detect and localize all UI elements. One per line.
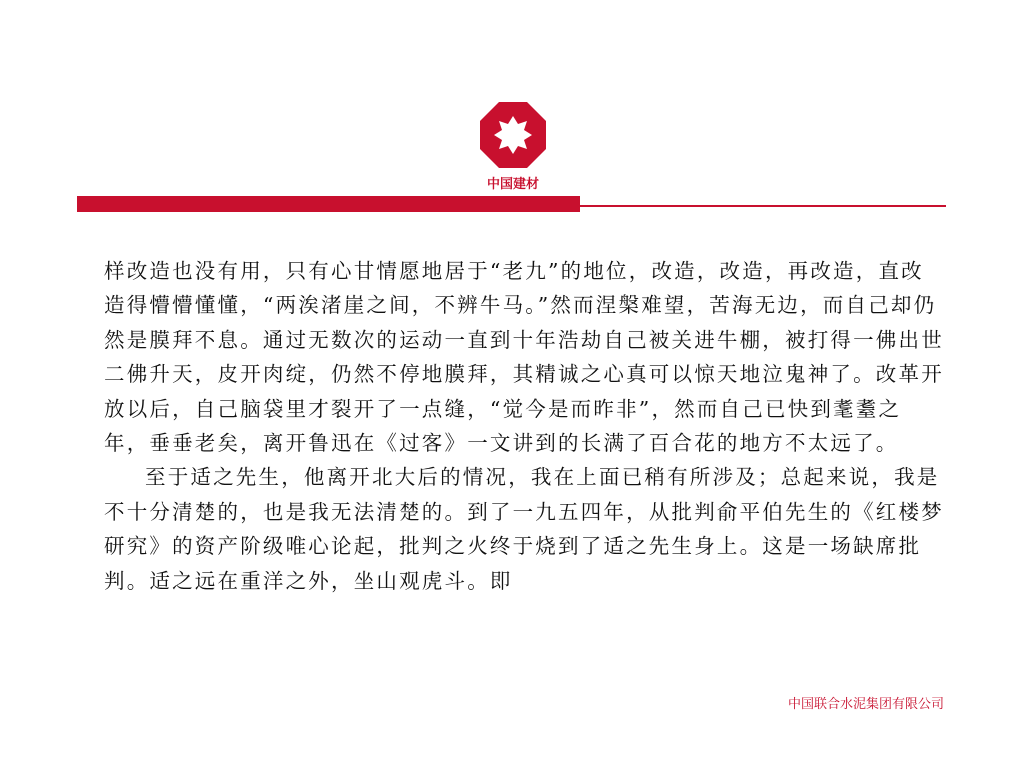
cnbm-octagon-icon [478,100,548,170]
document-body [104,254,944,598]
footer-company: 中国联合水泥集团有限公司 [787,697,944,712]
brand-name: 中国建材 [486,177,539,192]
cnbm-logo [478,100,548,170]
paragraph: 至于适之先生，他离开北大后的情况，我在上面已稍有所涉及；总起来说，我是不十分清楚的，也是我无法清楚的。到了一九五四年，从批判俞平伯先生的《红楼梦研究》的资产阶级唯心论起，批判之火终于烧到了适之先生身上。这是一场缺席批判。适之远在重洋之外，坐山观虎斗。即 [104,465,944,593]
paragraph: 样改造也没有用，只有心甘情愿地居于“老九”的地位，改造，改造，再改造，直改造得懵懵懂懂，“两涘渚崖之间，不辨牛马。”然而涅槃难望，苦海无边，而自己却仍然是膜拜不息。通过无数次的运动一直到十年浩劫自己被关进牛棚，被打得一佛出世二佛升天，皮开肉绽，仍然不停地膜拜，其精诚之心真可以惊天地泣鬼神了。改革开放以后，自己脑袋里才裂开了一点缝，“觉今是而昨非”，然而自己已快到耄耋之年，垂垂老矣，离开鲁迅在《过客》一文讲到的长满了百合花的地方不太远了。 [104,259,944,456]
header-band [77,196,580,212]
header-rule [580,205,946,207]
